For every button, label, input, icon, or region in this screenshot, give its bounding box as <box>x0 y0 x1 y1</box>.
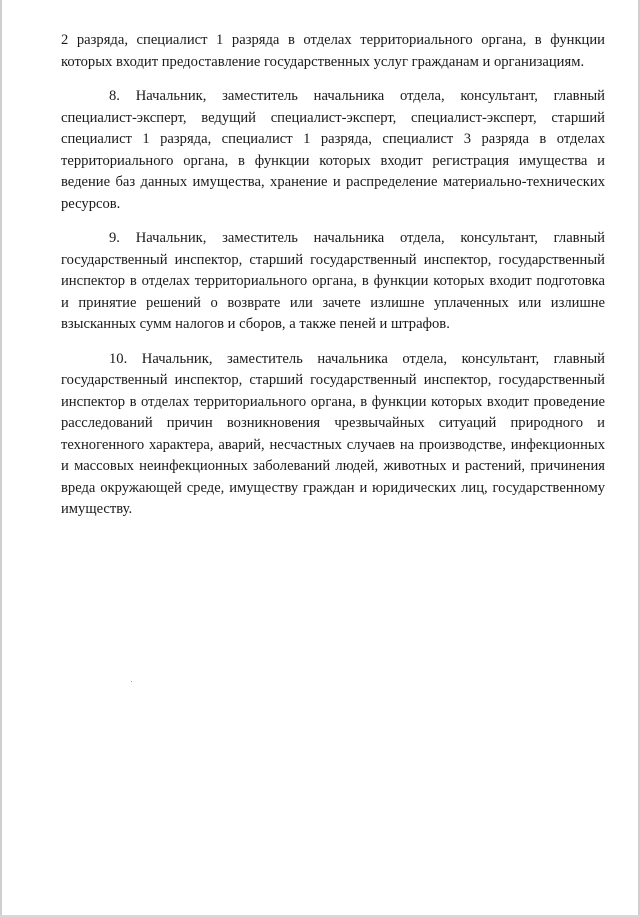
document-body <box>61 30 605 534</box>
paragraph-item-8: 8. Начальник, заместитель начальника отдела, консультант, главный специалист-эксперт, ведущий специалист-эксперт, специалист-эксперт, старший специалист 1 разряда, специалист 1 разряда, специалист 3 разряда в отделах территориального органа, в функции которых входит регистрация имущества и ведение баз данных имущества, хранение и распределение материально-технических ресурсов. <box>61 88 605 212</box>
paragraph-continuation: 2 разряда, специалист 1 разряда в отделах территориального органа, в функции которых входит предоставление государственных услуг гражданам и организациям. <box>61 32 605 70</box>
paragraph-item-10: 10. Начальник, заместитель начальника отдела, консультант, главный государственный инспектор, старший государственный инспектор, государственный инспектор в отделах территориального органа, в функции которых входит проведение расследований причин возникновения чрезвычайных ситуаций природного и техногенного характера, аварий, несчастных случаев на производстве, инфекционных и массовых неинфекционных заболеваний людей, животных и растений, причинения вреда окружающей среде, имуществу граждан и юридических лиц, государственному имуществу. <box>61 350 605 517</box>
scan-speck <box>131 681 132 682</box>
scan-edge-left <box>0 0 2 917</box>
paragraph-item-9: 9. Начальник, заместитель начальника отдела, консультант, главный государственный инспектор, старший государственный инспектор, государственный инспектор в отделах территориального органа, в функции которых входит подготовка и принятие решений о возврате или зачете излишне уплаченных или излишне взысканных сумм налогов и сборов, а также пеней и штрафов. <box>61 230 605 332</box>
